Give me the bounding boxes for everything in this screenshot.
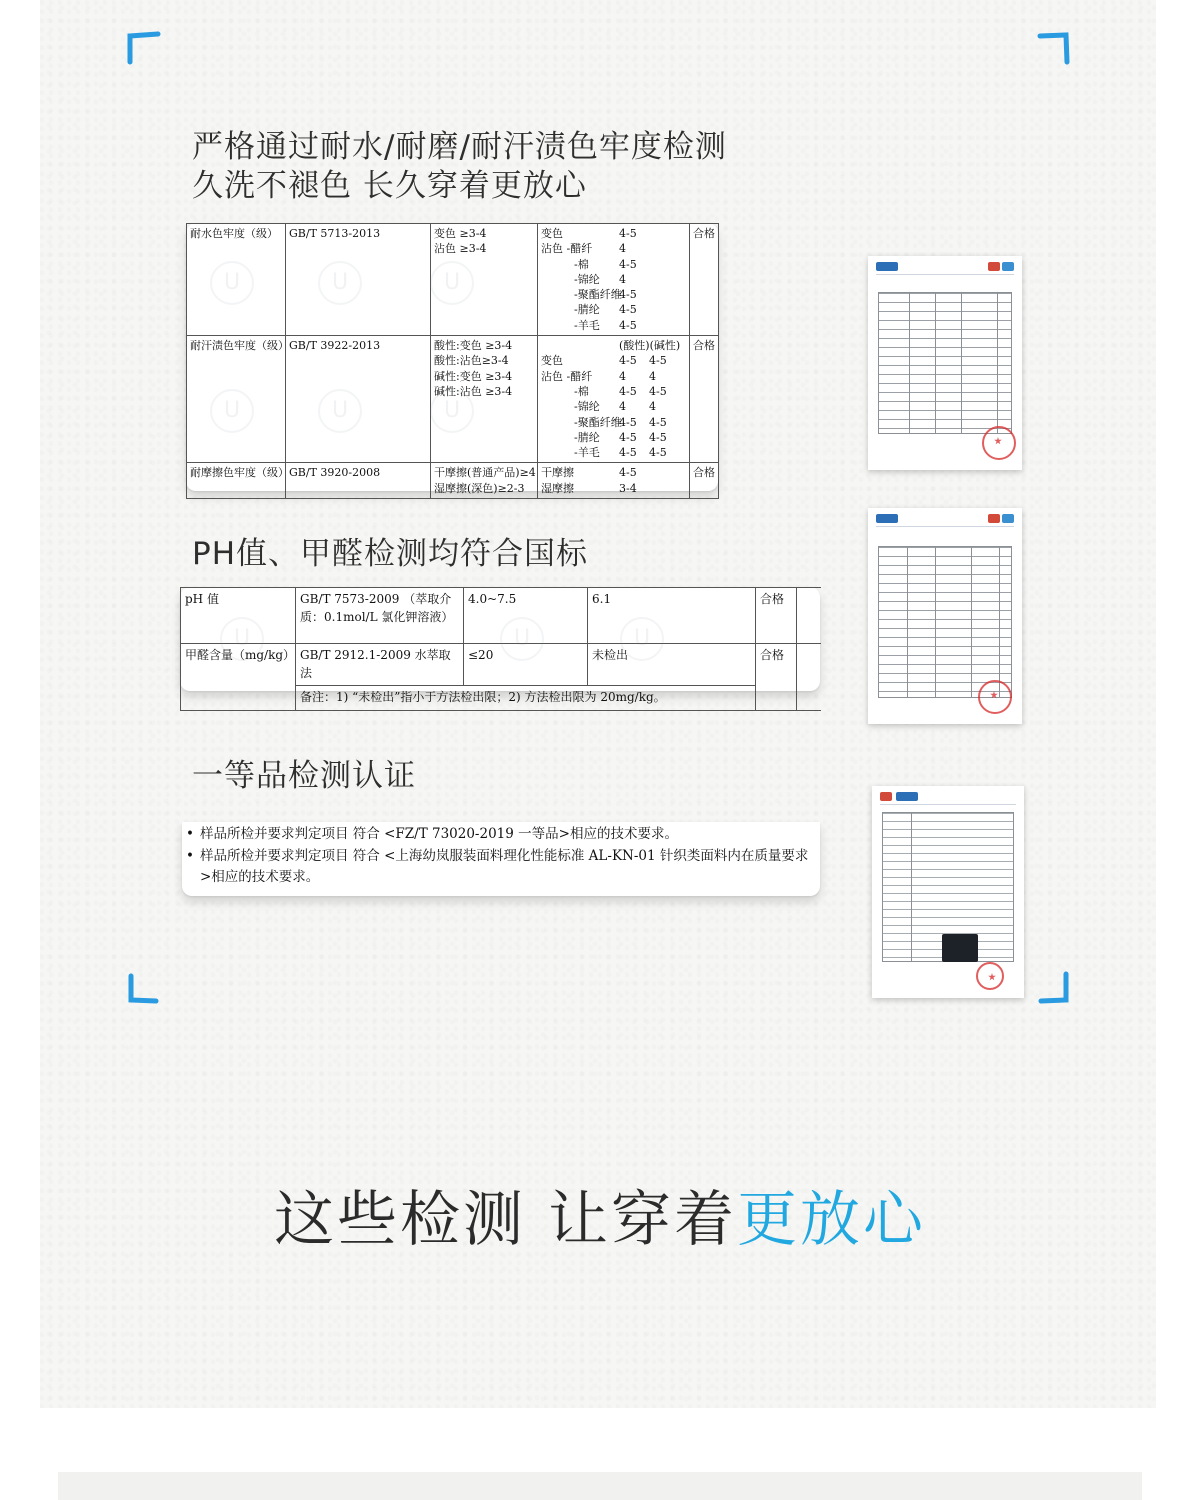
requirement-line: 湿摩擦(深色)≥2-3 [434, 481, 525, 495]
cell-result: 未检出 [588, 644, 756, 686]
requirement-line: 碱性:变色 ≥3-4 [434, 369, 513, 383]
watermark-logo: U [430, 261, 474, 305]
result-line: -聚酯纤维 4-5 4-5 [574, 415, 667, 429]
watermark-logo: U [318, 389, 362, 433]
bottom-strip [58, 1472, 1142, 1500]
bullet-item [186, 824, 814, 846]
report-header [876, 514, 1014, 527]
requirement-line: 沾色 ≥3-4 [434, 242, 487, 256]
requirement-line: 干摩擦(普通产品)≥4 [434, 466, 536, 480]
section3-heading: 一等品检测认证 [192, 758, 416, 794]
report-table [878, 546, 1012, 698]
watermark-logo: U [210, 389, 254, 433]
tagline-main: 这些检测 让穿着 [273, 1185, 738, 1255]
red-seal-stamp [978, 680, 1012, 714]
result-line: -聚酯纤维 4-5 [574, 288, 637, 302]
result-line: -棉 4-5 4-5 [574, 384, 667, 398]
corner-bracket-bottom-right [1038, 972, 1072, 1006]
corner-bracket-bottom-left [126, 972, 160, 1006]
cell-standard: GB/T 7573-2009 （萃取介质：0.1mol/L 氯化钾溶液） [296, 588, 464, 644]
section1-heading-line1: 严格通过耐水/耐磨/耐汗渍色牢度检测 [192, 129, 727, 165]
watermark-logo: U [620, 617, 664, 661]
section1-heading-line2: 久洗不褪色 长久穿着更放心 [192, 167, 587, 204]
result-line: -羊毛 4-5 [574, 318, 637, 332]
result-line: 干摩擦 4-5 [541, 466, 637, 480]
report-header [880, 792, 1016, 805]
result-line: 沾色 -醋纤 4 [541, 242, 626, 256]
cell-item: pH 值 [181, 588, 296, 644]
report-logo [1002, 514, 1014, 523]
cell-result: 6.1 [588, 588, 756, 644]
watermark-logo: U [318, 261, 362, 305]
watermark-logo: U [210, 261, 254, 305]
table-row [187, 224, 719, 336]
section2-heading: PH值、甲醛检测均符合国标 [192, 536, 589, 572]
result-line: 变色 4-5 4-5 [541, 354, 667, 368]
tagline-accent: 更放心 [737, 1185, 927, 1255]
ph-formaldehyde-table [180, 587, 821, 711]
report-logo [876, 514, 898, 523]
table-row [181, 588, 821, 644]
ph-formaldehyde-table-card [180, 587, 820, 704]
result-line: -腈纶 4-5 [574, 303, 637, 317]
cell-empty [797, 644, 821, 711]
table-row [187, 463, 719, 499]
fabric-sample-swatch [942, 934, 978, 962]
cell-standard: GB/T 3920-2008 [286, 463, 431, 499]
cell-item: 耐水色牢度（级） [187, 224, 286, 336]
table-row [181, 644, 821, 686]
result-line: -羊毛 4-5 4-5 [574, 446, 667, 460]
report-logo [876, 262, 898, 271]
cell-verdict: 合格 [690, 336, 719, 463]
result-line: 湿摩擦 3-4 [541, 481, 637, 495]
requirement-line: 碱性:沾色 ≥3-4 [434, 384, 513, 398]
watermark-logo: U [430, 389, 474, 433]
result-line: 变色 4-5 [541, 227, 637, 240]
cell-item: 甲醛含量（mg/kg） [181, 644, 296, 711]
cell-standard: GB/T 2912.1-2009 水萃取法 [296, 644, 464, 686]
colorfastness-table [186, 223, 719, 499]
bullet-dot: • [186, 847, 194, 864]
watermark-logo: U [500, 617, 544, 661]
report-logo [896, 792, 918, 801]
cell-results [538, 463, 690, 499]
report-table [878, 292, 1012, 434]
report-logo [1002, 262, 1014, 271]
requirement-line: 酸性:沾色≥3-4 [434, 354, 509, 368]
test-report-thumbnail-1 [868, 256, 1022, 470]
first-grade-card [182, 822, 820, 896]
test-report-thumbnail-3 [872, 786, 1024, 998]
cell-standard: GB/T 3922-2013 [286, 336, 431, 463]
cell-verdict: 合格 [690, 463, 719, 499]
bullet-text: 样品所检并要求判定项目 符合 <上海幼岚服装面料理化性能标准 AL-KN-01 针织类面料内在质量要求>相应的技术要求。 [200, 847, 809, 885]
bullet-item [186, 846, 814, 889]
result-line: (酸性) (碱性) [619, 339, 681, 353]
bullet-text: 样品所检并要求判定项目 符合 <FZ/T 73020-2019 一等品>相应的技术要求。 [200, 826, 678, 842]
result-line: -棉 4-5 [574, 257, 637, 271]
cell-requirement [431, 336, 538, 463]
section1-heading [192, 128, 727, 206]
test-report-thumbnail-2 [868, 508, 1022, 724]
requirement-line: 变色 ≥3-4 [434, 227, 487, 240]
colorfastness-table-card [186, 223, 718, 495]
cell-verdict: 合格 [690, 224, 719, 336]
table-row [187, 336, 719, 463]
report-logo [880, 792, 892, 801]
requirement-line: 酸性:变色 ≥3-4 [434, 339, 513, 353]
cell-requirement [431, 224, 538, 336]
red-seal-stamp [982, 426, 1016, 460]
cell-item: 耐汗渍色牢度（级） [187, 336, 286, 463]
cell-results [538, 336, 690, 463]
red-seal-stamp [976, 962, 1004, 990]
tagline [0, 1172, 1200, 1258]
cell-requirement: 4.0~7.5 [464, 588, 588, 644]
corner-bracket-top-left [126, 30, 160, 64]
cell-note: 备注：1) “未检出”指小于方法检出限；2) 方法检出限为 20mg/kg。 [296, 686, 756, 711]
cell-verdict: 合格 [756, 588, 797, 644]
cell-requirement: ≤20 [464, 644, 588, 686]
cell-empty [797, 588, 821, 644]
result-line: -锦纶 4 [574, 272, 626, 286]
cell-results [538, 224, 690, 336]
result-line: -腈纶 4-5 4-5 [574, 430, 667, 444]
cell-requirement [431, 463, 538, 499]
report-logo [988, 262, 1000, 271]
corner-bracket-top-right [1038, 30, 1072, 64]
watermark-logo: U [220, 617, 264, 661]
result-line: 沾色 -醋纤 4 4 [541, 369, 656, 383]
bullet-dot: • [186, 826, 194, 842]
cell-item: 耐摩擦色牢度（级） [187, 463, 286, 499]
report-header [876, 262, 1014, 275]
cell-standard: GB/T 5713-2013 [286, 224, 431, 336]
cell-verdict: 合格 [756, 644, 797, 711]
result-line: -锦纶 4 4 [574, 400, 656, 414]
report-logo [988, 514, 1000, 523]
